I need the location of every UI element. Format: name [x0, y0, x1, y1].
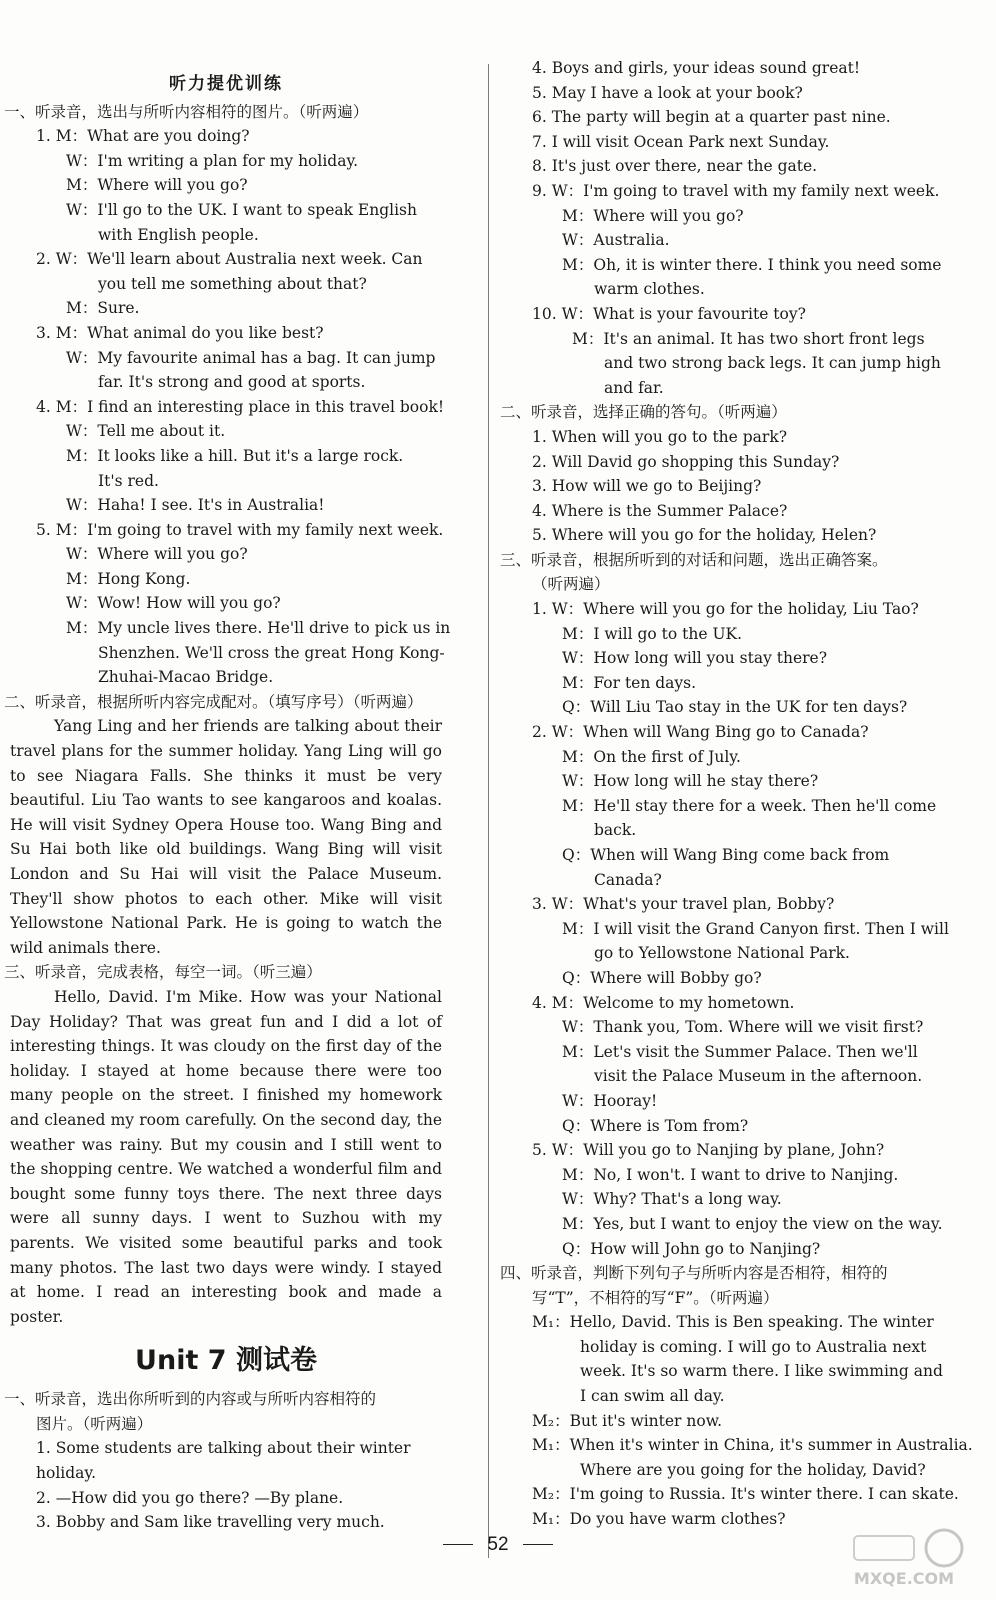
svg-text:MXQE.COM: MXQE.COM	[853, 1569, 955, 1588]
dialogue-line: W：Australia.	[562, 231, 670, 250]
page-number-dash-left	[443, 1544, 473, 1545]
dialogue-line: M：It's an animal. It has two short front legs	[572, 329, 925, 348]
numbered-line: 5. W：Will you go to Nanjing by plane, John?	[532, 1141, 885, 1160]
continuation-line: holiday is coming. I will go to Australia next	[580, 1337, 927, 1356]
dialogue-line: M：It looks like a hill. But it's a large rock.	[66, 446, 404, 465]
dialogue-line: M：For ten days.	[562, 673, 697, 692]
continuation-line: holiday.	[36, 1464, 97, 1483]
numbered-line: M₁：When it's winter in China, it's summer in Australia.	[532, 1436, 973, 1455]
numbered-line: 3. How will we go to Beijing?	[532, 477, 762, 496]
dialogue-line: Q：Will Liu Tao stay in the UK for ten days?	[562, 698, 908, 717]
dialogue-line: W：Wow! How will you go?	[66, 594, 281, 613]
dialogue-line: Q：Where is Tom from?	[562, 1116, 749, 1135]
continuation-line: Shenzhen. We'll cross the great Hong Kong-	[98, 643, 445, 662]
continuation-line: and far.	[604, 378, 664, 397]
numbered-line: M₂：But it's winter now.	[532, 1411, 723, 1430]
unit-title: Unit 7 测试卷	[135, 1345, 317, 1377]
continuation-line: back.	[594, 821, 637, 840]
numbered-line: 2. —How did you go there? —By plane.	[36, 1488, 344, 1507]
numbered-line: 2. W：When will Wang Bing go to Canada?	[532, 723, 869, 742]
continuation-line: Zhuhai-Macao Bridge.	[98, 668, 274, 687]
continuation-line: warm clothes.	[594, 280, 705, 299]
section-heading-continued: 图片。（听两遍）	[36, 1414, 153, 1433]
numbered-line: 5. Where will you go for the holiday, Helen?	[532, 526, 877, 545]
numbered-line: 1. M：What are you doing?	[36, 127, 250, 146]
numbered-line: 4. M：I find an interesting place in this travel book!	[36, 397, 445, 416]
paragraph	[10, 985, 442, 1329]
dialogue-line: M：Where will you go?	[66, 176, 248, 195]
continuation-line: Where are you going for the holiday, David?	[580, 1460, 926, 1479]
numbered-line: M₁：Hello, David. This is Ben speaking. The winter	[532, 1313, 934, 1332]
dialogue-line: M：I will go to the UK.	[562, 624, 743, 643]
dialogue-line: Q：How will John go to Nanjing?	[562, 1239, 821, 1258]
numbered-line: 4. M：Welcome to my hometown.	[532, 993, 795, 1012]
dialogue-line: W：How long will he stay there?	[562, 772, 819, 791]
numbered-line: 9. W：I'm going to travel with my family next week.	[532, 181, 940, 200]
dialogue-line: W：Tell me about it.	[66, 422, 226, 441]
page-number-text: 52	[487, 1534, 509, 1555]
dialogue-line: M：Oh, it is winter there. I think you need some	[562, 255, 942, 274]
numbered-line: 6. The party will begin at a quarter past nine.	[532, 108, 891, 127]
section-title: 听力提优训练	[169, 74, 283, 94]
dialogue-line: W：Hooray!	[562, 1091, 658, 1110]
continuation-line: you tell me something about that?	[98, 274, 367, 293]
section-heading: 一、听录音，选出与所听内容相符的图片。（听两遍）	[4, 102, 369, 121]
numbered-line: 5. May I have a look at your book?	[532, 83, 803, 102]
dialogue-line: M：Hong Kong.	[66, 569, 191, 588]
page-number-dash-right	[523, 1544, 553, 1545]
dialogue-line: W：Thank you, Tom. Where will we visit first?	[562, 1018, 924, 1037]
continuation-line: visit the Palace Museum in the afternoon.	[594, 1067, 923, 1086]
continuation-line: and two strong back legs. It can jump high	[604, 354, 941, 373]
numbered-line: 7. I will visit Ocean Park next Sunday.	[532, 132, 830, 151]
dialogue-line: M：He'll stay there for a week. Then he'll come	[562, 796, 937, 815]
numbered-line: 2. Will David go shopping this Sunday?	[532, 452, 840, 471]
dialogue-line: M：Yes, but I want to enjoy the view on the way.	[562, 1214, 943, 1233]
left-column	[4, 56, 451, 1535]
dialogue-line: W：I'll go to the UK. I want to speak English	[66, 200, 417, 219]
section-heading-continued: （听两遍）	[532, 575, 610, 594]
dialogue-line: W：Haha! I see. It's in Australia!	[66, 496, 325, 515]
numbered-line: 1. When will you go to the park?	[532, 427, 788, 446]
numbered-line: 3. M：What animal do you like best?	[36, 323, 324, 342]
section-heading: 二、听录音，选择正确的答句。（听两遍）	[500, 403, 787, 422]
continuation-line: I can swim all day.	[580, 1387, 725, 1406]
column-divider	[488, 64, 489, 1558]
watermark-logo	[834, 1522, 974, 1592]
dialogue-line: M：No, I won't. I want to drive to Nanjing.	[562, 1165, 899, 1184]
numbered-line: 4. Boys and girls, your ideas sound great!	[532, 59, 861, 77]
section-heading: 一、听录音，选出你所听到的内容或与所听内容相符的	[4, 1390, 377, 1409]
numbered-line: M₁：Do you have warm clothes?	[532, 1510, 786, 1529]
paragraph-text: Hello, David. I'm Mike. How was your National Day Holiday? That was great fun and I did a lot of interesting things. It was cloudy on the first day of the holiday. I stayed at home because there were too many people on the street. I finished my homework and cleaned my room carefully. On the second day, the weather was rainy. But my cousin and I still went to the shopping centre. We watched a wonderful film and bought some funny toys there. The next three days were all sunny days. I went to Suzhou with my parents. We visited some beautiful parks and took many photos. The last two days were windy. I stayed at home. I read an interesting book and made a poster.	[10, 987, 442, 1326]
dialogue-line: M：Let's visit the Summer Palace. Then we'll	[562, 1042, 918, 1061]
numbered-line: M₂：I'm going to Russia. It's winter there. I can skate.	[532, 1485, 959, 1504]
section-heading: 三、听录音，根据所听到的对话和问题，选出正确答案。	[500, 550, 888, 569]
paragraph	[10, 714, 442, 960]
section-heading: 二、听录音，根据所听内容完成配对。（填写序号）（听两遍）	[4, 692, 423, 711]
dialogue-line: M：I will visit the Grand Canyon first. Then I will	[562, 919, 949, 938]
section-heading-continued: 写“T”，不相符的写“F”。（听两遍）	[532, 1288, 779, 1307]
right-column	[500, 56, 973, 1532]
section-heading: 四、听录音，判断下列句子与所听内容是否相符，相符的	[500, 1264, 888, 1283]
continuation-line: Canada?	[594, 870, 662, 889]
continuation-line: It's red.	[98, 471, 159, 490]
dialogue-line: W：How long will you stay there?	[562, 649, 828, 668]
numbered-line: 4. Where is the Summer Palace?	[532, 501, 788, 520]
numbered-line: 2. W：We'll learn about Australia next week. Can	[36, 250, 423, 269]
dialogue-line: W：Where will you go?	[66, 545, 248, 564]
dialogue-line: W：My favourite animal has a bag. It can jump	[66, 348, 436, 367]
numbered-line: 5. M：I'm going to travel with my family next week.	[36, 520, 444, 539]
dialogue-line: M：Where will you go?	[562, 206, 744, 225]
dialogue-line: Q：Where will Bobby go?	[562, 968, 762, 987]
dialogue-line: Q：When will Wang Bing come back from	[562, 846, 890, 864]
continuation-line: go to Yellowstone National Park.	[594, 944, 850, 963]
numbered-line: 10. W：What is your favourite toy?	[532, 304, 806, 323]
numbered-line: 3. Bobby and Sam like travelling very much.	[36, 1513, 385, 1532]
paragraph-text: Yang Ling and her friends are talking about their travel plans for the summer holiday. Yang Ling will go to see Niagara Falls. She thinks it must be very beautiful. Liu Tao wants to see kangaroos and koalas. He will visit Sydney Opera House too. Wang Bing and Su Hai both like old buildings. Wang Bing will visit London and Su Hai will visit the Palace Museum. They'll show photos to each other. Mike will visit Yellowstone National Park. He is going to watch the wild animals there.	[10, 717, 442, 957]
dialogue-line: M：Sure.	[66, 299, 140, 318]
dialogue-line: M：On the first of July.	[562, 747, 741, 766]
section-heading: 三、听录音，完成表格，每空一词。（听三遍）	[4, 963, 322, 982]
dialogue-line: M：My uncle lives there. He'll drive to pick us in	[66, 619, 451, 638]
dialogue-line: W：I'm writing a plan for my holiday.	[66, 151, 359, 170]
numbered-line: 3. W：What's your travel plan, Bobby?	[532, 895, 835, 914]
dialogue-line: W：Why? That's a long way.	[562, 1190, 782, 1209]
continuation-line: with English people.	[98, 225, 259, 244]
continuation-line: week. It's so warm there. I like swimming and	[580, 1362, 943, 1381]
continuation-line: far. It's strong and good at sports.	[98, 373, 366, 392]
numbered-line: 8. It's just over there, near the gate.	[532, 157, 818, 176]
numbered-line: 1. W：Where will you go for the holiday, Liu Tao?	[532, 600, 919, 619]
numbered-line: 1. Some students are talking about their winter	[36, 1439, 411, 1458]
